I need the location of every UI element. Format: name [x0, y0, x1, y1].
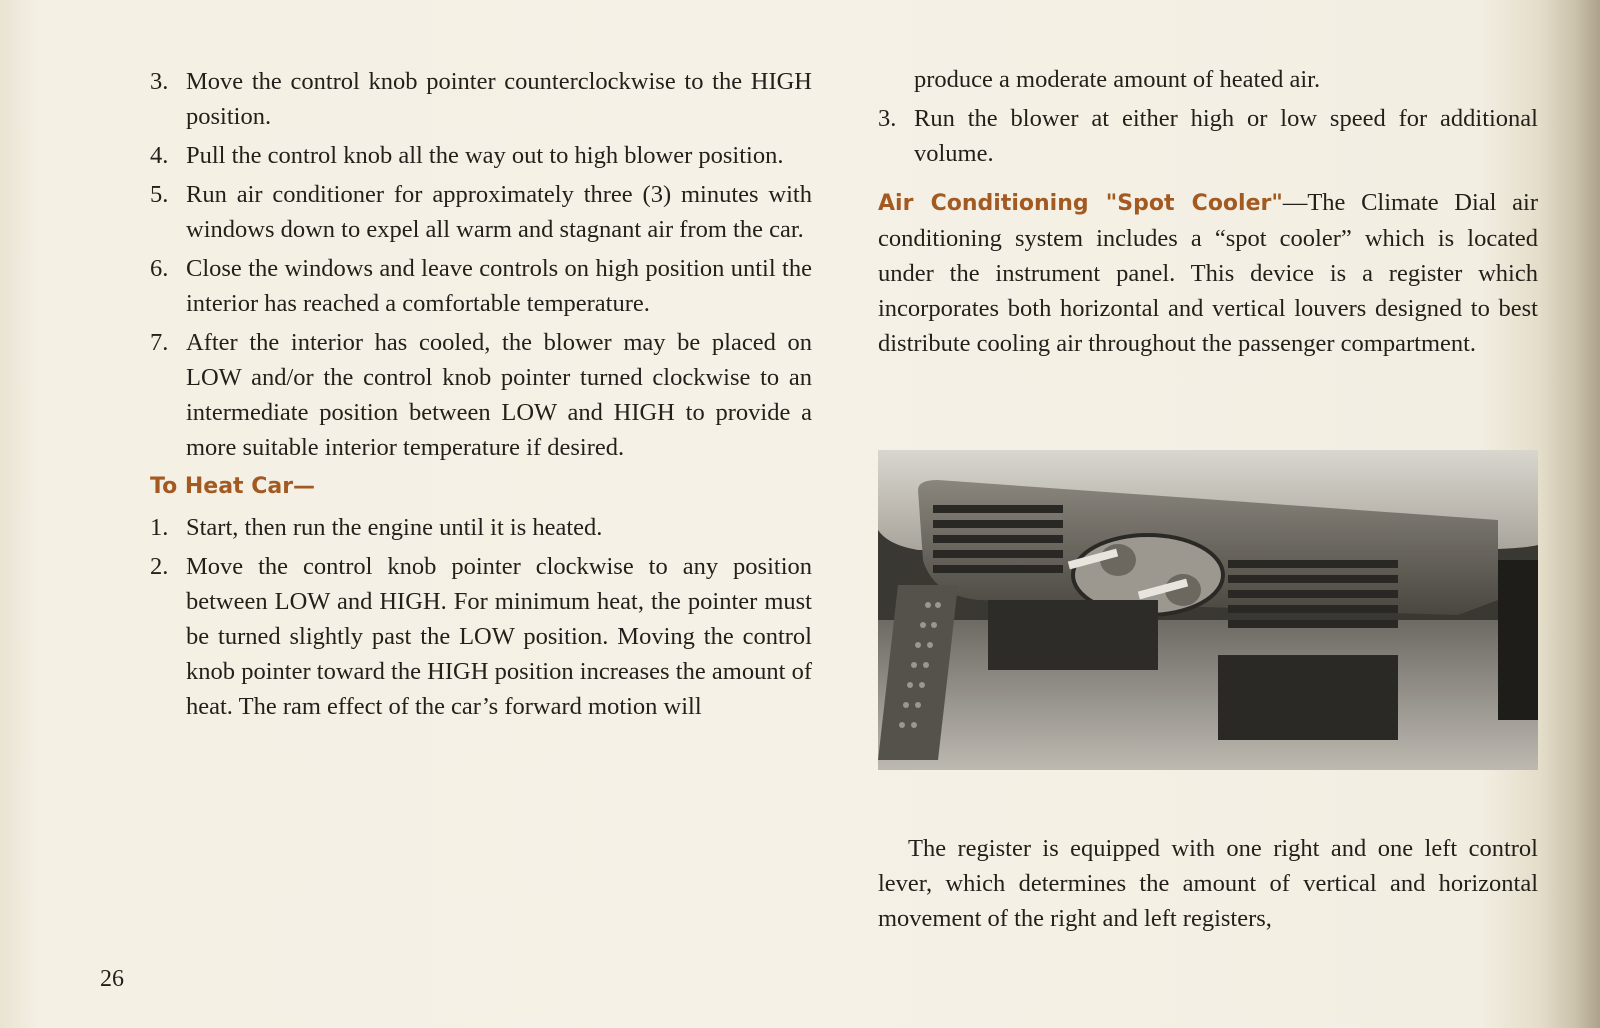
step-5 [150, 177, 812, 247]
step-6 [150, 251, 812, 321]
step-text: Run the blower at either high or low speed for additional volume. [914, 105, 1538, 167]
spot-cooler-illustration [878, 450, 1538, 770]
step-text: Move the control knob pointer counterclockwise to the HIGH position. [186, 68, 812, 130]
step-text: Run air conditioner for approximately three (3) minutes with windows down to expel all warm and stagnant air from the car. [186, 181, 812, 243]
spot-cooler-paragraph [878, 185, 1538, 361]
step-number: 4. [150, 142, 169, 169]
spot-cooler-photo [878, 450, 1538, 770]
step-number: 6. [150, 255, 169, 282]
heat-step-2 [150, 549, 812, 724]
step-text: Pull the control knob all the way out to high blower position. [186, 142, 784, 169]
spot-cooler-text: —The Climate Dial air conditioning system includes a “spot cooler” which is located under the instrument panel. This device is a register which incorporates both horizontal and vertical louvers designed to best distribute cooling air throughout the passenger compartment. [878, 189, 1538, 357]
step-number: 3. [878, 105, 897, 132]
register-paragraph: The register is equipped with one right and one left control lever, which determines the amount of vertical and horizontal movement of the right and left registers, [878, 834, 1538, 932]
step-7 [150, 325, 812, 465]
step-3 [150, 64, 812, 134]
page-number: 26 [100, 966, 124, 992]
left-column [150, 64, 812, 728]
step-number: 1. [150, 514, 169, 541]
right-column [878, 62, 1538, 361]
step-text: Start, then run the engine until it is heated. [186, 514, 603, 541]
heat-car-heading: To Heat Car— [150, 474, 316, 499]
heat-step-1 [150, 510, 812, 545]
step-number: 2. [150, 553, 169, 580]
spot-cooler-heading: Air Conditioning "Spot Cooler" [878, 191, 1283, 216]
step-number: 5. [150, 181, 169, 208]
step-number: 3. [150, 68, 169, 95]
page-spine-shadow [1540, 0, 1600, 1028]
continued-text: produce a moderate amount of heated air. [914, 66, 1321, 93]
step-text: After the interior has cooled, the blower may be placed on LOW and/or the control knob pointer turned clockwise to an intermediate position between LOW and HIGH to provide a more suitable interior temperature if desired. [186, 329, 812, 461]
step-4 [150, 138, 812, 173]
step-text: Close the windows and leave controls on high position until the interior has reached a comfortable temperature. [186, 255, 812, 317]
heat-step-3 [878, 101, 1538, 171]
step-number: 7. [150, 329, 169, 356]
step-text: Move the control knob pointer clockwise to any position between LOW and HIGH. For minimum heat, the pointer must be turned slightly past the LOW position. Moving the control knob pointer toward the HIGH position increases the amount of heat. The ram effect of the car’s forward motion will [186, 553, 812, 720]
